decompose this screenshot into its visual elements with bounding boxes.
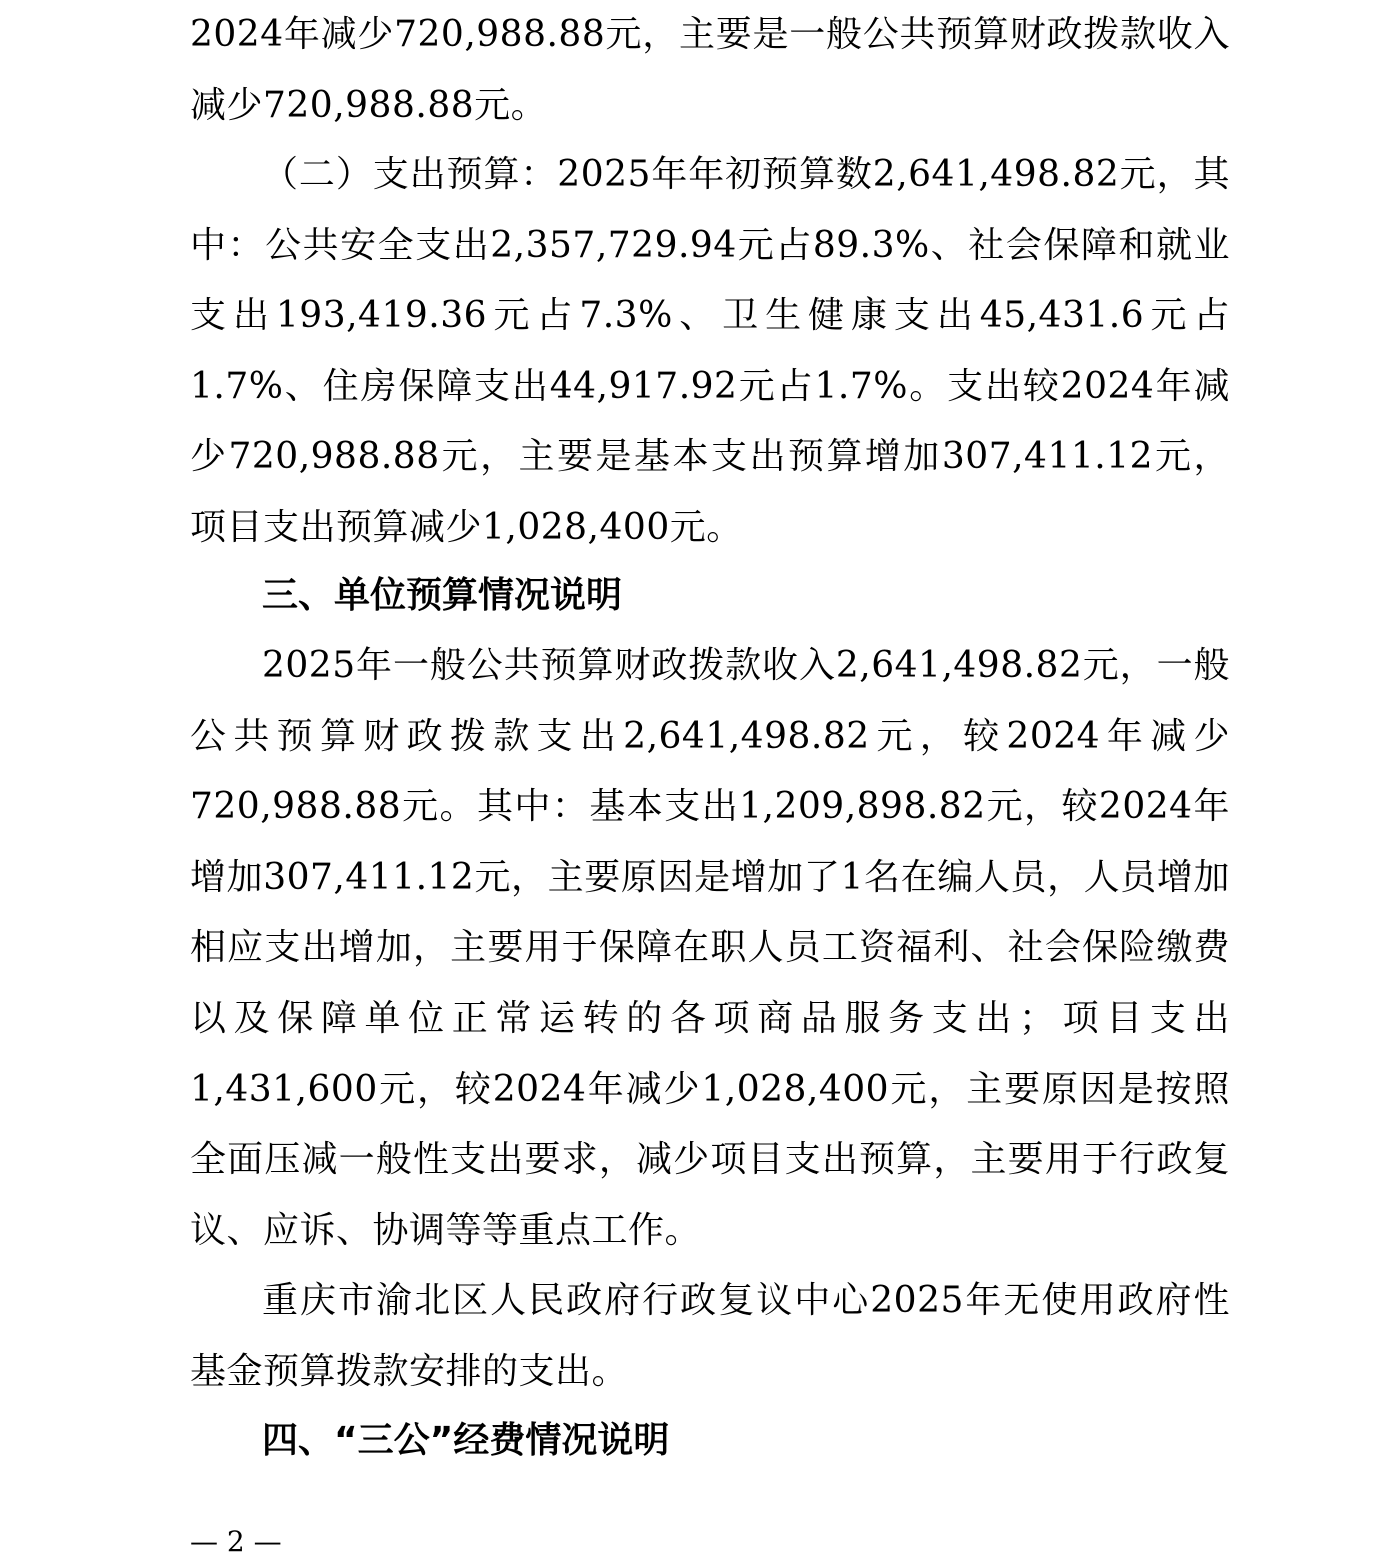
paragraph-government-fund: 重庆市渝北区人民政府行政复议中心2025年无使用政府性基金预算拨款安排的支出。 [190,1280,1230,1392]
section-heading-three-public-expenses: 四、“三公”经费情况说明 [262,1420,670,1461]
page-number: — 2 — [190,1525,282,1558]
paragraph-expenditure-budget: （二）支出预算：2025年年初预算数2,641,498.82元，其中：公共安全支出2,357,729.94元占89.3%、社会保障和就业支出193,419.36元占7.3%、卫生健康支出45,431.6元占1.7%、住房保障支出44,917.92元占1.7%。支出较2024年减少720,988.88元，主要是基本支出预算增加307,411.12元，项目支出预算减少1,028,400元。 [190,154,1230,548]
paragraph-income-continuation: 2024年减少720,988.88元，主要是一般公共预算财政拨款收入减少720,988.88元。 [190,14,1230,126]
section-heading-unit-budget: 三、单位预算情况说明 [262,575,623,616]
paragraph-unit-budget: 2025年一般公共预算财政拨款收入2,641,498.82元，一般公共预算财政拨款支出2,641,498.82元，较2024年减少720,988.88元。其中：基本支出1,209,898.82元，较2024年增加307,411.12元，主要原因是增加了1名在编人员，人员增加相应支出增加，主要用于保障在职人员工资福利、社会保险缴费以及保障单位正常运转的各项商品服务支出；项目支出1,431,600元，较2024年减少1,028,400元，主要原因是按照全面压减一般性支出要求，减少项目支出预算，主要用于行政复议、应诉、协调等等重点工作。 [190,645,1230,1251]
